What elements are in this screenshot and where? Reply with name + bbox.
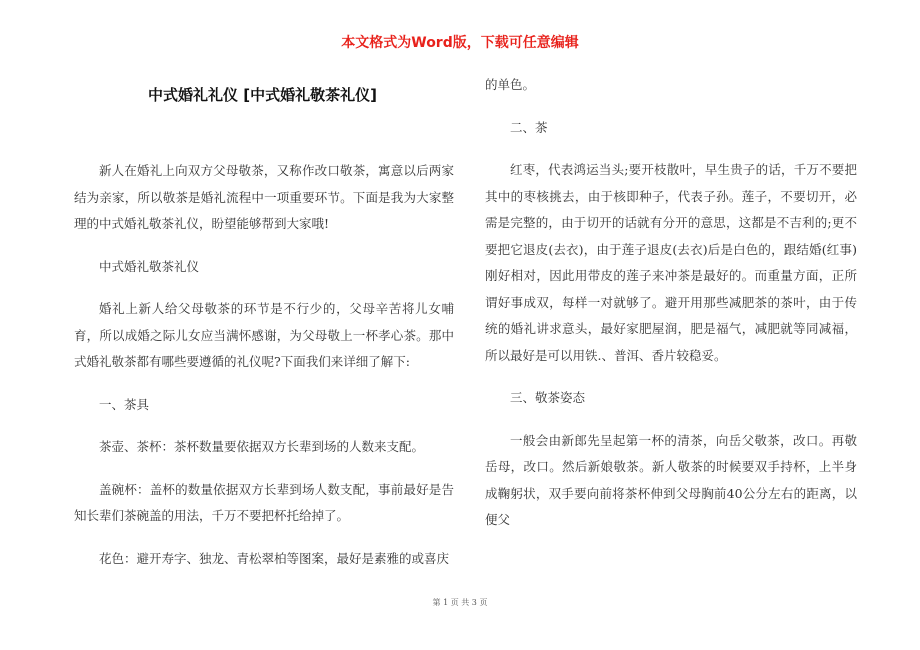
section-heading-tea-set: 一、茶具 <box>99 396 150 412</box>
section-heading-tea: 二、茶 <box>510 119 548 135</box>
page-number: 第 1 页 共 3 页 <box>432 598 488 607</box>
right-column <box>485 72 857 534</box>
section-heading-etiquette: 中式婚礼敬茶礼仪 <box>99 258 200 274</box>
continued-paragraph: 的单色。 <box>485 77 536 92</box>
etiquette-paragraph: 婚礼上新人给父母敬茶的环节是不行少的，父母辛苦将儿女哺育，所以成婚之际儿女应当满怀感谢，为父母敬上一杯孝心茶。那中式婚礼敬茶都有哪些要遵循的礼仪呢?下面我们来详细了解下: <box>74 301 454 369</box>
word-format-banner: 本文格式为Word版，下载可任意编辑 <box>341 35 579 51</box>
page-title: 中式婚礼礼仪 [中式婚礼敬茶礼仪] <box>148 86 377 104</box>
posture-paragraph: 一般会由新郎先呈起第一杯的清茶，向岳父敬茶，改口。再敬岳母，改口。然后新娘敬茶。新人敬茶的时候要双手持杯，上半身成鞠躬状，双手要向前将茶杯伸到父母胸前40公分左右的距离，以便父 <box>485 432 857 527</box>
lidded-bowl-paragraph: 盖碗杯：盖杯的数量依据双方长辈到场人数支配，事前最好是告知长辈们茶碗盖的用法，千万不要把杯托给掉了。 <box>74 481 454 523</box>
section-heading-posture: 三、敬茶姿态 <box>510 390 586 405</box>
tea-paragraph: 红枣，代表鸿运当头;要开枝散叶，早生贵子的话，千万不要把其中的枣核挑去，由于核即种子，代表子孙。莲子，不要切开，必需是完整的，由于切开的话就有分开的意思，这都是不吉利的;更不要把它退皮(去衣)，由于莲子退皮(去衣)后是白色的，跟结婚(红事)刚好相对，因此用带皮的莲子来冲茶是最好的。而重量方面，正所谓好事成双，每样一对就够了。避开用那些减肥茶的茶叶，由于传统的婚礼讲求意头，最好家肥屋润，肥是福气，减肥就等同减福，所以最好是可以用铁.、普洱、香片较稳妥。 <box>485 162 857 363</box>
left-column <box>74 158 454 572</box>
intro-paragraph: 新人在婚礼上向双方父母敬茶，又称作改口敬茶，寓意以后两家结为亲家，所以敬茶是婚礼流程中一项重要环节。下面是我为大家整理的中式婚礼敬茶礼仪，盼望能够帮到大家哦! <box>74 163 454 231</box>
pattern-paragraph: 花色：避开寿字、独龙、青松翠柏等图案，最好是素雅的或喜庆 <box>99 550 450 566</box>
teapot-paragraph: 茶壶、茶杯：茶杯数量要依据双方长辈到场的人数来支配。 <box>99 439 425 454</box>
